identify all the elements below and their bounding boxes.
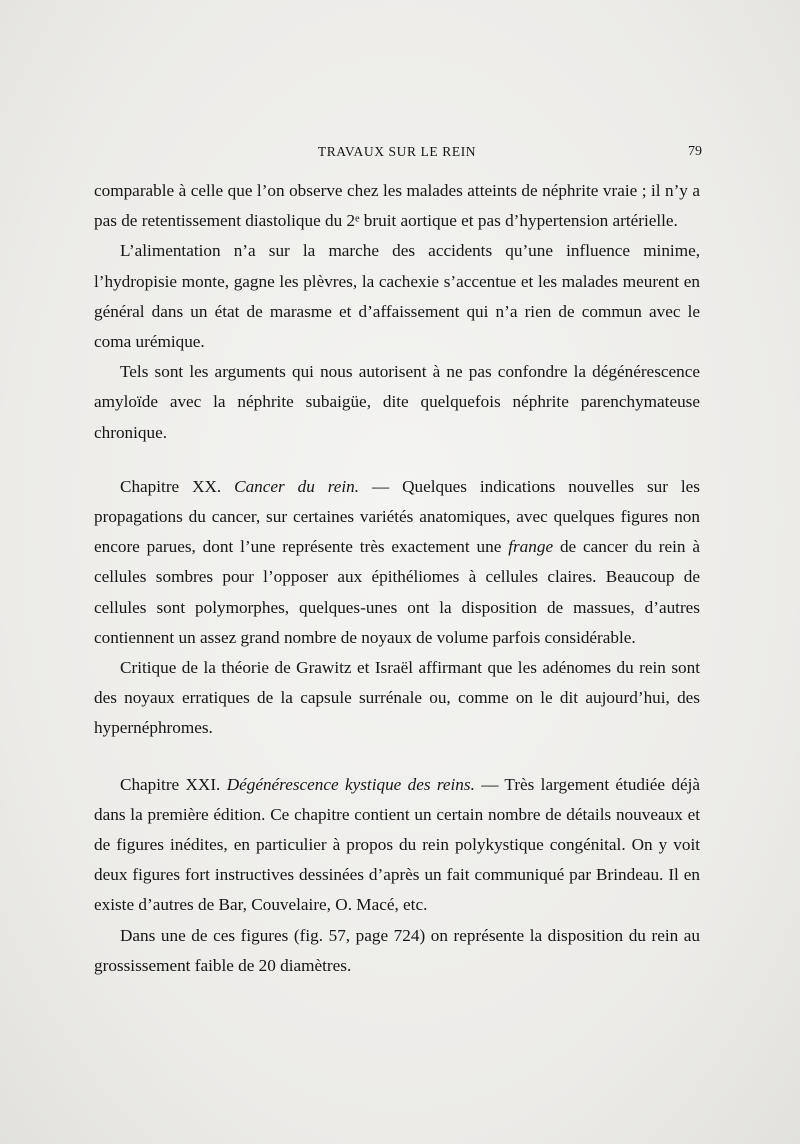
paragraph-alimentation: L’alimentation n’a sur la marche des accidents qu’une influence minime, l’hydropisie monte, gagne les plèvres, la cachexie s’accentue et les malades meurent en général dans un état de marasme et d’affaissement qui n’a rien de commun avec le coma urémique.: [94, 241, 700, 352]
paragraph-critique: Critique de la théorie de Grawitz et Israël affirmant que les adénomes du rein sont des noyaux erratiques de la capsule surrénale ou, comme on le dit aujourd’hui, des hypernéphromes.: [94, 658, 700, 738]
chapter-20-text-a: — Quelques indications nouvelles sur les propagations du cancer, sur certaines variétés anatomiques, avec quelques figures non encore parues, dont l’une représente très exactement une: [94, 476, 701, 557]
running-title: TRAVAUX SUR LE REIN: [317, 144, 477, 159]
section-spacer: [94, 744, 700, 770]
section-spacer: [94, 448, 700, 472]
chapter-20-frange: frange: [508, 537, 554, 557]
chapter-20-text-b: de cancer du rein à cellules sombres pour l’opposer aux épithéliomes à cellules claires. Beaucoup de cellules sont polymorphes, quelques-unes ont la disposition de massues, d’autres contiennent un assez grand nombre de noyaux de volume parfois considérable.: [94, 537, 700, 647]
page-body: [94, 176, 700, 981]
page-header: [94, 144, 700, 166]
paragraph-chapter-20: [94, 472, 700, 653]
chapter-21-title: Dégénérescence kystique des reins.: [226, 774, 475, 794]
chapter-20-title: Cancer du rein.: [234, 476, 360, 496]
paragraph-continuation: comparable à celle que l’on observe chez les malades atteints de néphrite vraie ; il n’y a pas de retentissement diastolique du 2ᵉ bruit aortique et pas d’hypertension artérielle.: [94, 181, 700, 231]
chapter-20-label: Chapitre XX.: [120, 476, 235, 496]
paragraph-arguments: Tels sont les arguments qui nous autorisent à ne pas confondre la dégénérescence amyloïde avec la néphrite subaigüe, dite quelquefois néphrite parenchymateuse chronique.: [94, 362, 700, 442]
paragraph-chapter-21: [94, 770, 700, 921]
chapter-21-label: Chapitre XXI.: [120, 774, 227, 794]
page-number: 79: [688, 144, 702, 159]
paragraph-figures: Dans une de ces figures (fig. 57, page 724) on représente la disposition du rein au grossissement faible de 20 diamètres.: [94, 925, 700, 975]
chapter-21-text: — Très largement étudiée déjà dans la première édition. Ce chapitre contient un certain nombre de détails nouveaux et de figures inédites, en particulier à propos du rein polykystique congénital. On y voit deux figures fort instructives dessinées d’après un fait communiqué par Brindeau. Il en existe d’autres de Bar, Couvelaire, O. Macé, etc.: [94, 774, 700, 915]
